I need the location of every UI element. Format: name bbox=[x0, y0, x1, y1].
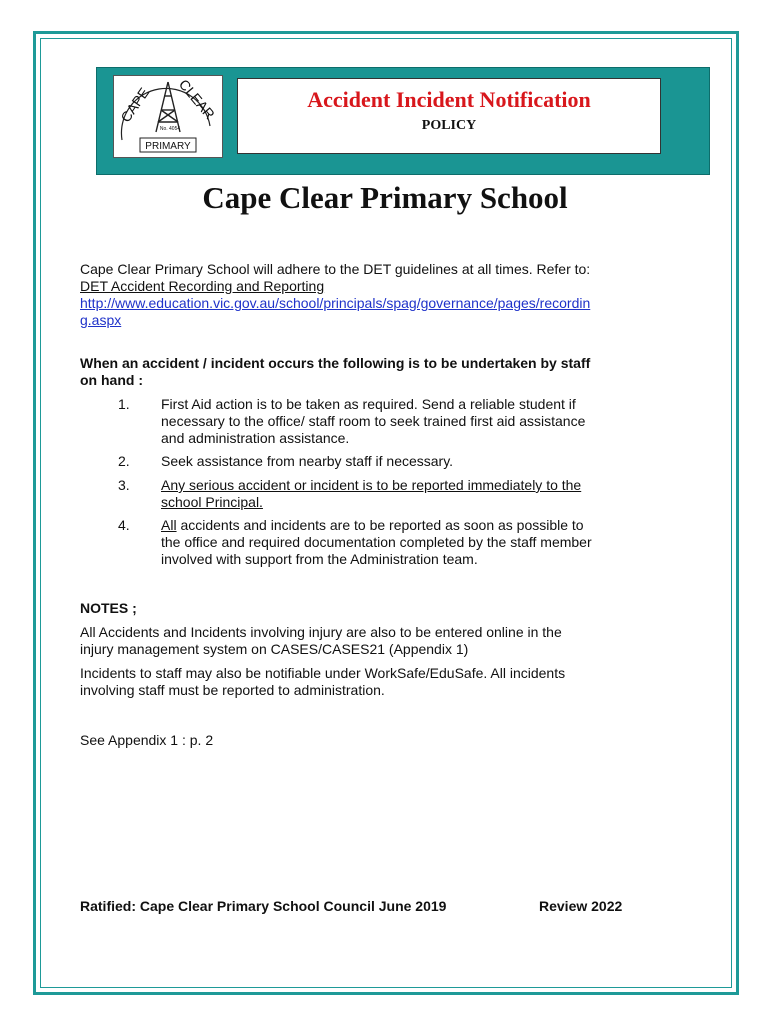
det-url-link-line1[interactable]: http://www.education.vic.gov.au/school/principals/spag/governance/pages/recordin bbox=[80, 295, 591, 311]
list-item-line: involved with support from the Administration team. bbox=[161, 551, 478, 567]
policy-subtitle: POLICY bbox=[421, 118, 477, 133]
procedure-heading-line2: on hand : bbox=[80, 372, 143, 388]
list-item-number: 1. bbox=[118, 396, 130, 412]
intro-text: Cape Clear Primary School will adhere to the DET guidelines at all times. Refer to: bbox=[80, 261, 591, 277]
procedure-heading-line1: When an accident / incident occurs the following is to be undertaken by staff bbox=[80, 355, 591, 371]
logo-text-clear: CLEAR bbox=[175, 76, 219, 123]
list-item-line-rest: accidents and incidents are to be reported as soon as possible to bbox=[176, 517, 584, 533]
list-item-line: Seek assistance from nearby staff if necessary. bbox=[161, 453, 454, 469]
notes-heading: NOTES ; bbox=[80, 600, 137, 616]
logo-text-cape: CAPE bbox=[117, 84, 153, 126]
list-item-line: the office and required documentation completed by the staff member bbox=[161, 534, 592, 550]
list-item-line: First Aid action is to be taken as required. Send a reliable student if bbox=[161, 396, 576, 412]
policy-title: Accident Incident Notification bbox=[307, 87, 591, 112]
notes-line: involving staff must be reported to administration. bbox=[80, 682, 385, 698]
school-name-heading: Cape Clear Primary School bbox=[202, 180, 568, 215]
det-guidelines-link[interactable]: DET Accident Recording and Reporting bbox=[80, 278, 325, 294]
list-item-line: school Principal. bbox=[161, 494, 263, 510]
list-item-line: Any serious accident or incident is to be reported immediately to the bbox=[161, 477, 582, 493]
review-date: Review 2022 bbox=[539, 898, 623, 914]
list-item-number: 4. bbox=[118, 517, 130, 533]
logo-text-primary: PRIMARY bbox=[145, 141, 191, 152]
det-url-link-line2[interactable]: g.aspx bbox=[80, 312, 122, 328]
logo-number: No. 4054 bbox=[159, 126, 181, 132]
notes-line: injury management system on CASES/CASES21 (Appendix 1) bbox=[80, 641, 469, 657]
list-item-emphasis: All bbox=[161, 517, 177, 533]
appendix-reference: See Appendix 1 : p. 2 bbox=[80, 732, 214, 748]
ratified-statement: Ratified: Cape Clear Primary School Council June 2019 bbox=[80, 898, 447, 914]
list-item-number: 2. bbox=[118, 453, 130, 469]
procedure-heading bbox=[80, 355, 660, 389]
list-item-line: and administration assistance. bbox=[161, 430, 350, 446]
school-logo-image bbox=[114, 76, 222, 157]
notes-paragraph-1 bbox=[80, 624, 670, 658]
list-item-first-line bbox=[161, 517, 641, 534]
notes-line: Incidents to staff may also be notifiable under WorkSafe/EduSafe. All incidents bbox=[80, 665, 566, 681]
notes-paragraph-2 bbox=[80, 665, 670, 699]
list-item-line: necessary to the office/ staff room to seek trained first aid assistance bbox=[161, 413, 586, 429]
page-frame bbox=[33, 31, 739, 995]
notes-line: All Accidents and Incidents involving injury are also to be entered online in the bbox=[80, 624, 562, 640]
intro-paragraph bbox=[80, 261, 655, 329]
policy-title-box bbox=[237, 78, 661, 154]
list-item-number: 3. bbox=[118, 477, 130, 493]
school-logo bbox=[113, 75, 223, 158]
